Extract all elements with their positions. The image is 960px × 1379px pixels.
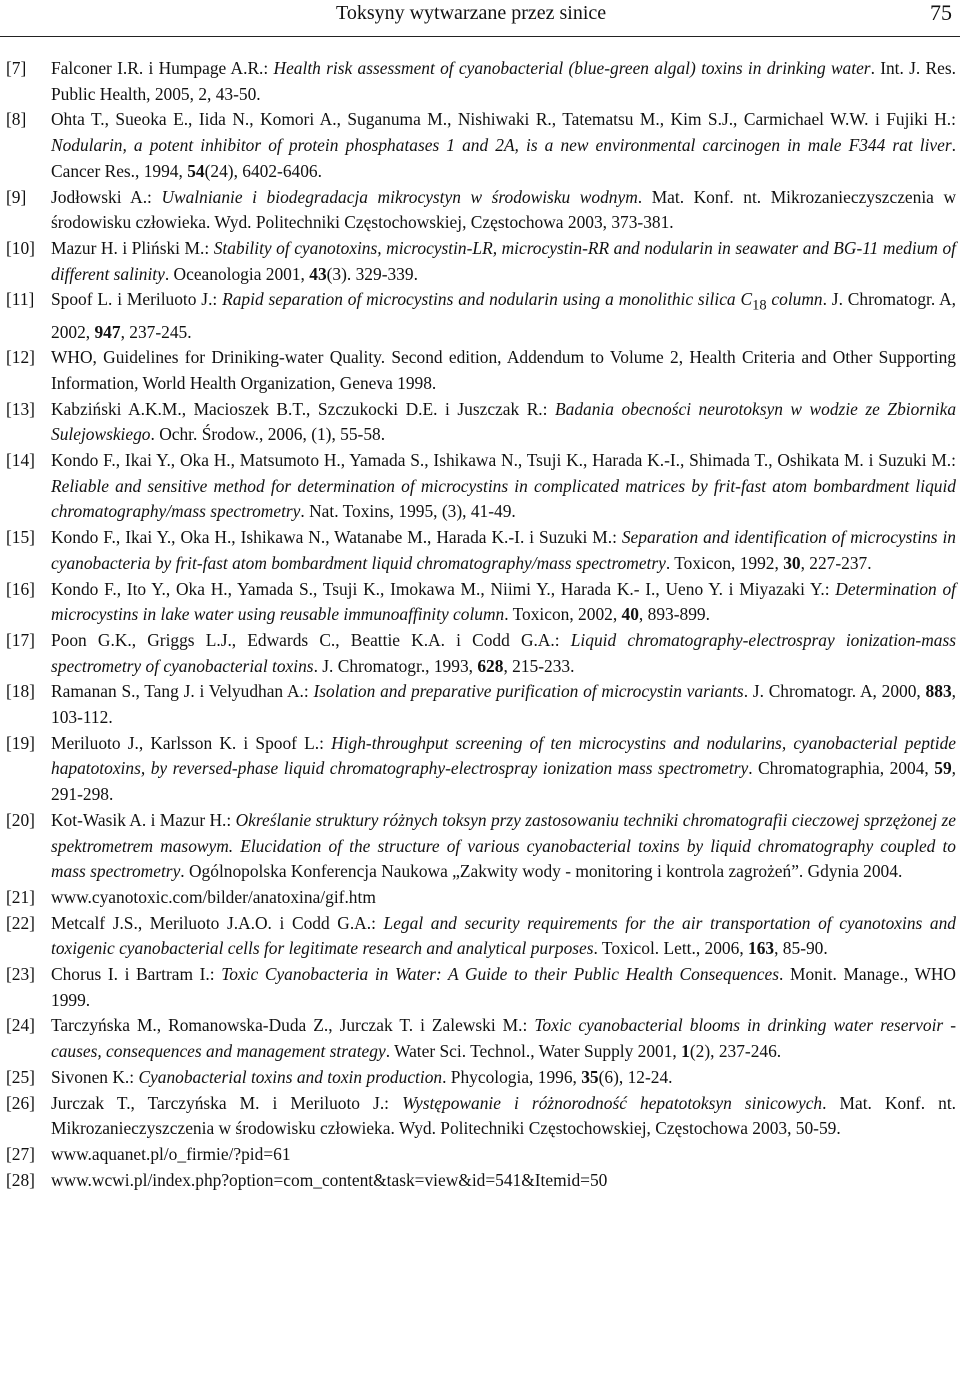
- reference-number: [26]: [6, 1092, 35, 1113]
- reference-text: [51, 448, 956, 525]
- reference-number: [15]: [6, 527, 35, 548]
- reference-item: [6, 525, 956, 576]
- reference-item: [6, 1065, 956, 1091]
- reference-text: [51, 56, 956, 107]
- reference-segment: www.aquanet.pl/o_firmie/?pid=61: [51, 1144, 291, 1164]
- reference-segment: . Ogólnopolska Konferencja Naukowa „Zakwity wody - monitoring i kontrola zagrożeń”. Gdynia 2004.: [180, 861, 903, 882]
- reference-number: [13]: [6, 398, 35, 419]
- reference-title: Stability of cyanotoxins, microcystin-LR, microcystin-RR and nodularin in seawater and BG-11 medium of different salinity: [51, 237, 956, 284]
- reference-number: [27]: [6, 1144, 35, 1164]
- reference-text: [51, 1091, 956, 1142]
- reference-segment: www.cyanotoxic.com/bilder/anatoxina/gif.htm: [51, 886, 376, 907]
- reference-segment: , 893-899.: [638, 604, 710, 625]
- reference-text: [51, 525, 956, 576]
- reference-segment: (6), 12-24.: [598, 1066, 673, 1087]
- reference-segment: Kabziński A.K.M., Macioszek B.T., Szczukocki D.E. i Juszczak R.:: [51, 398, 556, 419]
- reference-segment: . Chromatographia, 2004,: [748, 758, 935, 779]
- reference-segment: www.wcwi.pl/index.php?option=com_content&task=view&id=541&Itemid=50: [51, 1169, 608, 1190]
- reference-segment: Ramanan S., Tang J. i Velyudhan A.:: [51, 681, 314, 702]
- reference-title: Uwalnianie i biodegradacja mikrocystyn w środowisku wodnym: [161, 186, 638, 207]
- reference-volume: 40: [621, 604, 639, 625]
- reference-item: [6, 731, 956, 808]
- reference-item: [6, 1168, 956, 1194]
- reference-title: Legal and security requirements for the air transportation of cyanotoxins and toxigenic cyanobacterial cells for legitimate research and analytical purposes: [51, 912, 956, 959]
- reference-segment: . Oceanologia 2001,: [164, 263, 310, 284]
- reference-number: [25]: [6, 1066, 35, 1087]
- reference-segment: . Toxicon, 1992,: [665, 552, 784, 573]
- reference-item: [6, 962, 956, 1013]
- reference-item: [6, 808, 956, 885]
- reference-segment: WHO, Guidelines for Driniking-water Quality. Second edition, Addendum to Volume 2, Health Criteria and Other Supporting Information, World Health Organization, Geneva 1998.: [51, 347, 956, 393]
- reference-item: [6, 885, 956, 911]
- reference-number: [11]: [6, 289, 35, 310]
- reference-segment: (24), 6402-6406.: [204, 160, 322, 181]
- reference-item: [6, 1091, 956, 1142]
- reference-item: [6, 911, 956, 962]
- reference-segment: Tarczyńska M., Romanowska-Duda Z., Jurczak T. i Zalewski M.:: [51, 1015, 535, 1036]
- reference-segment: . Int. J. Res. Public Health, 2005, 2, 43-50.: [51, 58, 956, 104]
- reference-segment: (3). 329-339.: [326, 263, 418, 284]
- reference-segment: . Mat. Konf. nt. Mikrozanieczyszczenia w środowisku człowieka. Wyd. Politechniki Częstochowskiej, Częstochowa 2003, 50-59.: [51, 1092, 957, 1139]
- reference-segment: Mazur H. i Pliński M.:: [51, 237, 214, 258]
- reference-volume: 163: [748, 938, 775, 959]
- reference-volume: 43: [309, 263, 327, 284]
- reference-number: [22]: [6, 912, 35, 933]
- reference-segment: . Mat. Konf. nt. Mikrozanieczyszczenia w środowisku człowieka. Wyd. Politechniki Częstochowskiej, Częstochowa 2003, 373-381.: [51, 186, 957, 233]
- reference-segment: Kot-Wasik A. i Mazur H.:: [51, 809, 236, 830]
- reference-segment: Spoof L. i Meriluoto J.:: [51, 289, 223, 310]
- reference-volume: 30: [783, 552, 801, 573]
- reference-segment: . Monit. Manage., WHO 1999.: [51, 964, 956, 1010]
- reference-text: [51, 628, 956, 679]
- reference-segment: Metcalf J.S., Meriluoto J.A.O. i Codd G.A.:: [51, 912, 384, 933]
- page-header: [0, 0, 960, 36]
- reference-title: column: [766, 289, 823, 310]
- reference-number: [8]: [6, 109, 27, 130]
- reference-number: [9]: [6, 186, 27, 207]
- header-rule: [0, 36, 960, 37]
- reference-text: [51, 1142, 956, 1168]
- reference-item: [6, 107, 956, 184]
- reference-number: [7]: [6, 58, 27, 78]
- reference-item: [6, 628, 956, 679]
- reference-segment: Jodłowski A.:: [51, 186, 162, 207]
- reference-title: Health risk assessment of cyanobacterial (blue-green algal) toxins in drinking water: [273, 58, 871, 78]
- reference-list: [6, 56, 956, 1193]
- reference-segment: Ohta T., Sueoka E., Iida N., Komori A., Suganuma M., Nishiwaki R., Tatematsu M., Kim S.J., Carmichael W.W. i Fujiki H.:: [51, 109, 956, 130]
- reference-title: Separation and identification of microcystins in cyanobacteria by frit-fast atom bombardment liquid chromatography/mass spectrometry: [51, 527, 956, 573]
- reference-title: Występowanie i różnorodność hepatotoksyn sinicowych: [402, 1092, 823, 1113]
- reference-number: [12]: [6, 347, 35, 368]
- reference-text: [51, 236, 956, 287]
- reference-title: Określanie struktury różnych toksyn przy zastosowaniu techniki chromatografii cieczowej sprzężonej ze spektrometrem masowym. Elucidation of the structure of various cyanobacterial toxins by liquid chromatography coupled to mass spectrometry: [51, 809, 956, 882]
- reference-title: Reliable and sensitive method for determination of microcystins in complicated matrices by frit-fast atom bombardment liquid chromatography/mass spectrometry: [51, 475, 956, 522]
- reference-segment: , 103-112.: [51, 681, 956, 728]
- reference-segment: , 215-233.: [503, 655, 575, 676]
- reference-segment: Sivonen K.:: [51, 1066, 139, 1087]
- reference-segment: . J. Chromatogr. A, 2000,: [743, 681, 926, 702]
- reference-number: [16]: [6, 578, 35, 599]
- reference-segment: . Ochr. Środow., 2006, (1), 55-58.: [150, 424, 386, 445]
- reference-number: [18]: [6, 681, 35, 702]
- reference-segment: , 237-245.: [120, 321, 192, 342]
- reference-text: [51, 1168, 956, 1194]
- reference-title: Toxic Cyanobacteria in Water: A Guide to their Public Health Consequences: [221, 964, 780, 985]
- reference-segment: Kondo F., Ikai Y., Oka H., Ishikawa N., Watanabe M., Harada K.-I. i Suzuki M.:: [51, 527, 622, 548]
- running-title: Toksyny wytwarzane przez sinice: [336, 2, 607, 24]
- reference-segment: , 227-237.: [800, 552, 872, 573]
- reference-title: Determination of microcystins in lake water using reusable immunoaffinity column: [51, 578, 956, 625]
- reference-item: [6, 185, 956, 236]
- reference-text: [51, 107, 956, 184]
- reference-segment: Falconer I.R. i Humpage A.R.:: [51, 58, 274, 78]
- reference-text: [51, 345, 956, 396]
- reference-item: [6, 397, 956, 448]
- reference-segment: . Toxicol. Lett., 2006,: [593, 938, 749, 959]
- reference-text: [51, 397, 956, 448]
- reference-text: [51, 577, 956, 628]
- reference-text: [51, 1013, 956, 1064]
- reference-segment: Jurczak T., Tarczyńska M. i Meriluoto J.:: [51, 1092, 403, 1113]
- reference-segment: , 291-298.: [51, 758, 956, 805]
- reference-number: [10]: [6, 237, 35, 258]
- reference-segment: Kondo F., Ito Y., Oka H., Yamada S., Tsuji K., Imokawa M., Niimi Y., Harada K.- I., Ueno Y. i Miyazaki Y.:: [51, 578, 836, 599]
- reference-segment: Poon G.K., Griggs L.J., Edwards C., Beattie K.A. i Codd G.A.:: [51, 629, 571, 650]
- reference-volume: 59: [934, 758, 952, 779]
- reference-number: [20]: [6, 809, 35, 830]
- reference-text: [51, 1065, 956, 1091]
- reference-volume: 54: [187, 160, 205, 181]
- reference-text: [51, 808, 956, 885]
- reference-segment: . J. Chromatogr., 1993,: [313, 655, 478, 676]
- reference-segment: . Cancer Res., 1994,: [51, 135, 956, 181]
- reference-volume: 628: [477, 655, 504, 676]
- reference-item: [6, 448, 956, 525]
- reference-item: [6, 345, 956, 396]
- reference-item: [6, 1142, 956, 1168]
- reference-title: Liquid chromatography-electrospray ionization-mass spectrometry of cyanobacterial toxins: [51, 629, 957, 676]
- reference-volume: 1: [681, 1041, 690, 1062]
- reference-segment: Meriluoto J., Karlsson K. i Spoof L.:: [51, 732, 332, 753]
- reference-text: [51, 185, 956, 236]
- reference-number: [14]: [6, 450, 35, 471]
- reference-number: [23]: [6, 964, 35, 985]
- reference-segment: (2), 237-246.: [689, 1041, 782, 1062]
- page-number: 75: [930, 0, 952, 25]
- reference-subscript: 18: [752, 297, 767, 314]
- reference-title: Badania obecności neurotoksyn w wodzie ze Zbiornika Sulejowskiego: [51, 398, 957, 445]
- reference-segment: , 85-90.: [774, 938, 828, 959]
- reference-text: [51, 911, 956, 962]
- reference-volume: 883: [925, 681, 952, 702]
- reference-item: [6, 287, 956, 345]
- reference-title: High-throughput screening of ten microcystins and nodularins, cyanobacterial peptide hapatotoxins, by reversed-phase liquid chromatography-electrospray ionization mass spectrometry: [51, 732, 956, 779]
- reference-item: [6, 1013, 956, 1064]
- reference-segment: . Toxicon, 2002,: [504, 604, 622, 625]
- reference-title: Nodularin, a potent inhibitor of protein phosphatases 1 and 2A, is a new environmental carcinogen in male F344 rat liver: [51, 135, 952, 156]
- reference-text: [51, 885, 956, 911]
- reference-volume: 35: [581, 1066, 599, 1087]
- reference-item: [6, 679, 956, 730]
- reference-segment: Chorus I. i Bartram I.:: [51, 964, 222, 985]
- reference-text: [51, 679, 956, 730]
- reference-text: [51, 962, 956, 1013]
- reference-text: [51, 287, 956, 345]
- reference-number: [24]: [6, 1015, 35, 1036]
- reference-item: [6, 56, 956, 107]
- reference-title: Toxic cyanobacterial blooms in drinking water reservoir - causes, consequences and management strategy: [51, 1015, 956, 1062]
- reference-segment: . Nat. Toxins, 1995, (3), 41-49.: [300, 501, 516, 522]
- reference-title: Cyanobacterial toxins and toxin production: [138, 1066, 443, 1087]
- reference-number: [17]: [6, 629, 35, 650]
- reference-segment: . Phycologia, 1996,: [442, 1066, 582, 1087]
- reference-text: [51, 731, 956, 808]
- reference-segment: . J. Chromatogr. A, 2002,: [51, 289, 956, 342]
- reference-segment: Kondo F., Ikai Y., Oka H., Matsumoto H., Yamada S., Ishikawa N., Tsuji K., Harada K.-I., Shimada T., Oshikata M. i Suzuki M.:: [51, 450, 956, 471]
- reference-title: Rapid separation of microcystins and nodularin using a monolithic silica C: [222, 289, 753, 310]
- reference-item: [6, 577, 956, 628]
- reference-title: Isolation and preparative purification of microcystin variants: [313, 681, 744, 702]
- reference-segment: . Water Sci. Technol., Water Supply 2001,: [385, 1041, 682, 1062]
- reference-number: [28]: [6, 1169, 35, 1190]
- reference-volume: 947: [94, 321, 121, 342]
- reference-item: [6, 236, 956, 287]
- reference-number: [19]: [6, 732, 35, 753]
- reference-number: [21]: [6, 886, 35, 907]
